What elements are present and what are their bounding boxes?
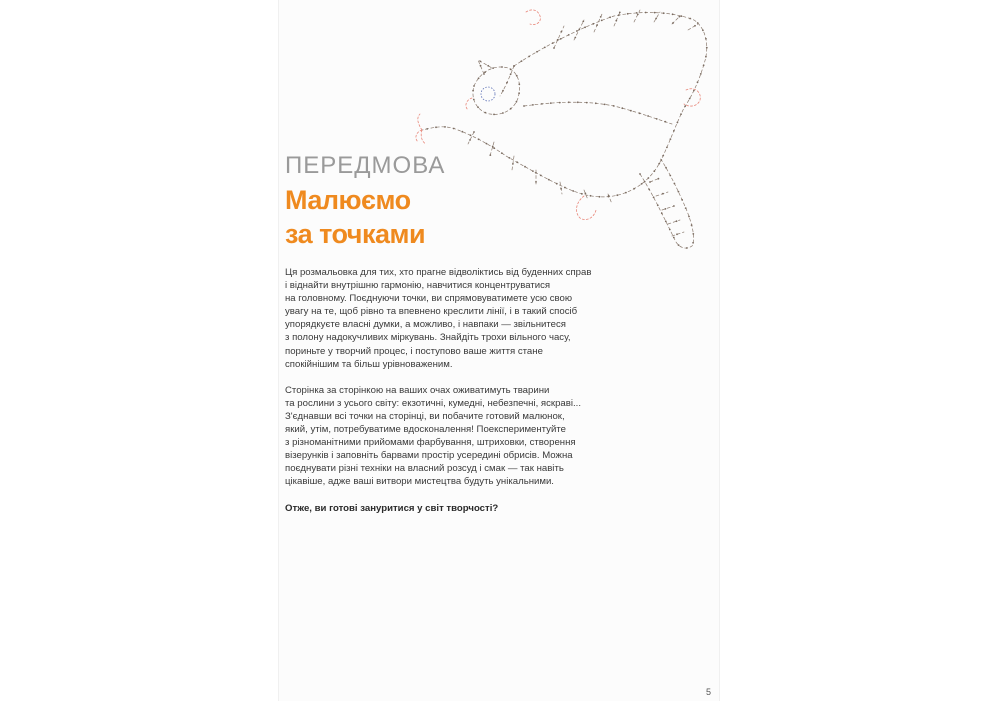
paragraph-line: та рослини з усього світу: екзотичні, кумедні, небезпечні, яскраві... bbox=[285, 397, 581, 409]
paragraph-line: і віднайти внутрішню гармонію, навчитися концентруватися bbox=[285, 280, 551, 292]
page-number: 5 bbox=[705, 687, 711, 697]
paragraph-line: спокійнішим та більш урівноваженим. bbox=[285, 358, 453, 370]
paragraph-line: цікавіше, адже ваші витвори мистецтва будуть унікальними. bbox=[285, 476, 554, 488]
page-title bbox=[285, 183, 485, 251]
paragraph-line: який, утім, потребуватиме вдосконалення! Поекспериментуйте bbox=[285, 424, 566, 436]
paragraph-line: візерунків і заповніть барвами простір усередині обрисів. Можна bbox=[285, 450, 573, 462]
paragraph-line: пориньте у творчий процес, і поступово ваше життя стане bbox=[285, 345, 543, 357]
page-title-line-1: Малюємо bbox=[285, 185, 411, 215]
section-kicker: ПЕРЕДМОВА bbox=[285, 152, 446, 179]
paragraph-line: Сторінка за сторінкою на ваших очах оживатимуть тварини bbox=[285, 384, 550, 396]
closing-question: Отже, ви готові зануритися у світ творчості? bbox=[285, 502, 499, 514]
book-page bbox=[278, 0, 720, 701]
paragraph-1 bbox=[285, 266, 605, 371]
paragraph-line: поєднувати різні техніки на власний розсуд і смак — так навіть bbox=[285, 463, 564, 475]
body-text bbox=[285, 266, 605, 528]
paragraph-line: упорядкуєте власні думки, а можливо, і навпаки — звільнитеся bbox=[285, 319, 566, 331]
paragraph-line: Ця розмальовка для тих, хто прагне відволіктись від буденних справ bbox=[285, 267, 592, 278]
paragraph-line: на головному. Поєднуючи точки, ви спрямовуватимете усю свою bbox=[285, 293, 573, 305]
paragraph-line: З'єднавши всі точки на сторінці, ви побачите готовий малюнок, bbox=[285, 410, 565, 422]
paragraph-line: з полону надокучливих міркувань. Знайдіть трохи вільного часу, bbox=[285, 332, 571, 344]
page-title-line-2: за точками bbox=[285, 219, 426, 249]
paragraph-line: увагу на те, щоб рівно та впевнено креслити лінії, і в такий спосіб bbox=[285, 306, 578, 318]
paragraph-2 bbox=[285, 384, 605, 489]
paragraph-line: з різноманітними прийомами фарбування, штриховки, створення bbox=[285, 437, 576, 449]
